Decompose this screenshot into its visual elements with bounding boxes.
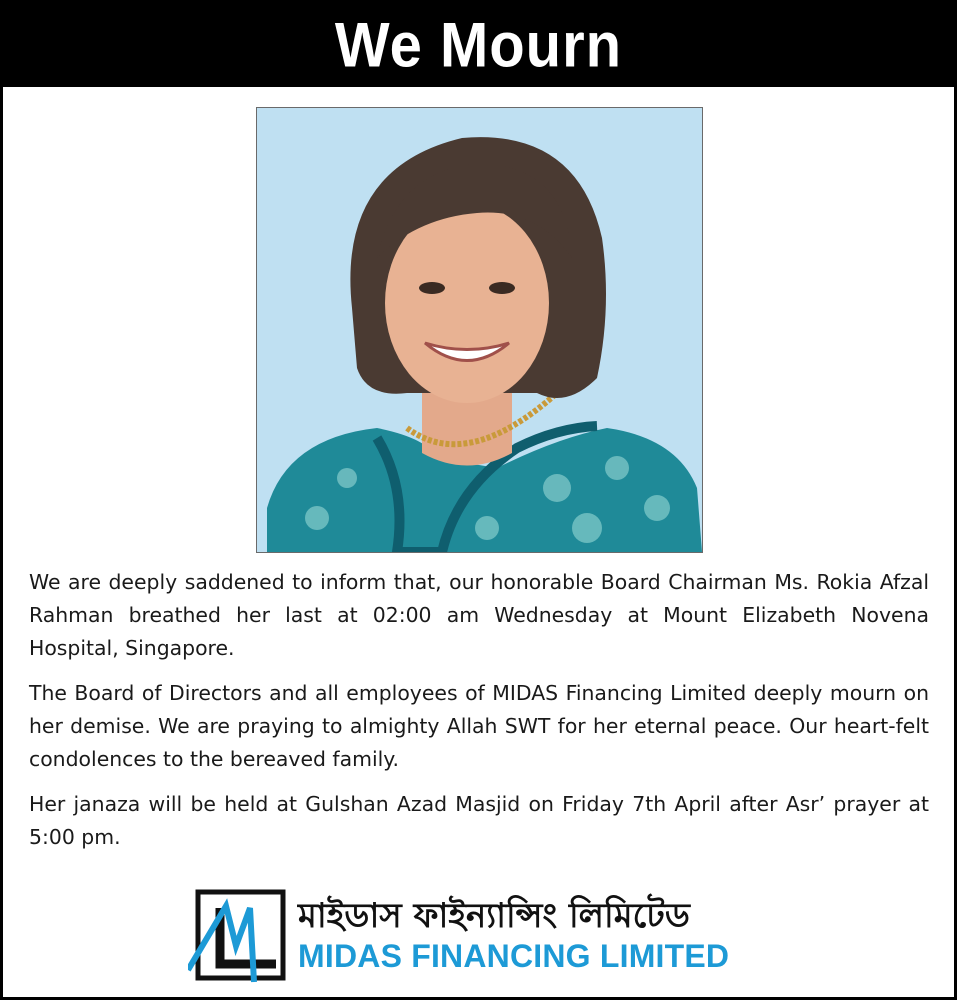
- company-logo: [188, 886, 788, 986]
- chairman-portrait: [256, 107, 703, 553]
- portrait-illustration: [257, 108, 702, 552]
- notice-paragraph-3: Her janaza will be held at Gulshan Azad Masjid on Friday 7th April after Asr’ prayer at 5:00 pm.: [29, 792, 929, 849]
- notice-paragraph-2: The Board of Directors and all employees of MIDAS Financing Limited deeply mourn on her demise. We are praying to almighty Allah SWT for her eternal peace. Our heart-felt condolences to the bereaved family.: [29, 681, 929, 771]
- page-title: We Mourn: [334, 9, 623, 81]
- header-banner: [3, 3, 954, 87]
- company-name-bengali: মাইডাস ফাইন্যান্সিং লিমিটেড: [298, 896, 690, 936]
- midas-logo-icon: [188, 886, 288, 986]
- company-name-english: MIDAS FINANCING LIMITED: [298, 938, 730, 974]
- notice-body: [29, 566, 929, 866]
- notice-paragraph-1: We are deeply saddened to inform that, our honorable Board Chairman Ms. Rokia Afzal Rahman breathed her last at 02:00 am Wednesday at Mount Elizabeth Novena Hospital, Singapore.: [29, 570, 929, 660]
